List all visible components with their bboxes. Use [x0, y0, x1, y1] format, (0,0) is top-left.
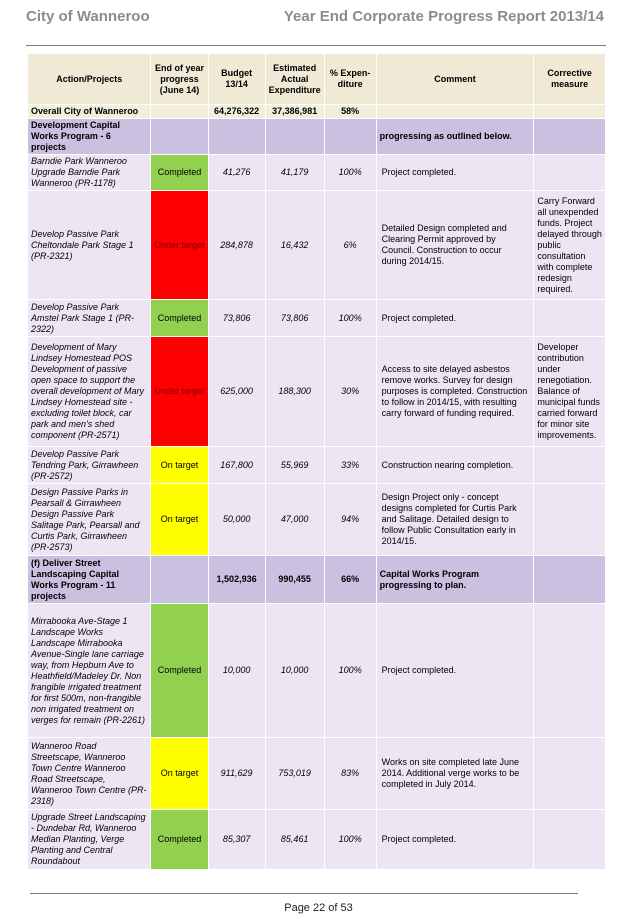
comment-cell: Works on site completed late June 2014. Additional verge works to be completed in July 2014.: [376, 738, 534, 810]
actual-cell: 753,019: [265, 738, 324, 810]
section-pct: 66%: [324, 556, 376, 604]
measure-cell: Developer contribution under renegotiation. Balance of municipal funds carried forward for minor site improvements.: [534, 337, 606, 447]
col-action: Action/Projects: [28, 54, 151, 105]
overall-row: [28, 105, 606, 119]
overall-label: Overall City of Wanneroo: [28, 105, 151, 119]
overall-pct: 58%: [324, 105, 376, 119]
status-badge: Completed: [151, 155, 208, 191]
section-name: (f) Deliver Street Landscaping Capital Works Program - 11 projects: [28, 556, 151, 604]
actual-cell: 16,432: [265, 191, 324, 300]
section-comment: Capital Works Program progressing to plan.: [376, 556, 534, 604]
table-row: [28, 300, 606, 337]
comment-cell: Project completed.: [376, 810, 534, 870]
section-actual: 990,455: [265, 556, 324, 604]
actual-cell: 41,179: [265, 155, 324, 191]
table-row: [28, 337, 606, 447]
overall-budget: 64,276,322: [208, 105, 265, 119]
pct-cell: 30%: [324, 337, 376, 447]
project-name: Development of Mary Lindsey Homestead POS Development of passive open space to support the overall development of Mary Lindsey Homestead site - excluding toilet block, car park and men's shed component (PR-2571): [28, 337, 151, 447]
budget-cell: 284,878: [208, 191, 265, 300]
col-progress: End of year progress (June 14): [151, 54, 208, 105]
status-badge: On target: [151, 738, 208, 810]
budget-cell: 85,307: [208, 810, 265, 870]
table-row: [28, 810, 606, 870]
col-budget: Budget 13/14: [208, 54, 265, 105]
pct-cell: 100%: [324, 300, 376, 337]
measure-cell: [534, 738, 606, 810]
measure-cell: [534, 484, 606, 556]
comment-cell: Design Project only - concept designs completed for Curtis Park and Salitage. Detailed design to follow Public Consultation early in 2014/15.: [376, 484, 534, 556]
org-name: City of Wanneroo: [26, 8, 150, 25]
budget-cell: 911,629: [208, 738, 265, 810]
section-budget: 1,502,936: [208, 556, 265, 604]
status-badge: Under target: [151, 191, 208, 300]
comment-cell: Detailed Design completed and Clearing Permit approved by Council. Construction to occur during 2014/15.: [376, 191, 534, 300]
table-row: [28, 155, 606, 191]
project-name: Upgrade Street Landscaping - Dundebar Rd, Wanneroo Median Planting, Verge Planting and Central Roundabout: [28, 810, 151, 870]
status-badge: Completed: [151, 300, 208, 337]
actual-cell: 55,969: [265, 447, 324, 484]
project-name: Design Passive Parks in Pearsall & Girrawheen Design Passive Park Salitage Park, Pearsall and Curtis Park, Girrawheen (PR-2573): [28, 484, 151, 556]
actual-cell: 47,000: [265, 484, 324, 556]
comment-cell: Project completed.: [376, 300, 534, 337]
pct-cell: 33%: [324, 447, 376, 484]
status-badge: On target: [151, 484, 208, 556]
col-actual: Estimated Actual Expenditure: [265, 54, 324, 105]
pct-cell: 100%: [324, 810, 376, 870]
col-comment: Comment: [376, 54, 534, 105]
page-header: [26, 8, 604, 32]
pct-cell: 6%: [324, 191, 376, 300]
project-name: Barndie Park Wanneroo Upgrade Barndie Park Wanneroo (PR-1178): [28, 155, 151, 191]
budget-cell: 73,806: [208, 300, 265, 337]
project-name: Wanneroo Road Streetscape, Wanneroo Town Centre Wanneroo Road Streetscape, Wanneroo Town Centre (PR-2318): [28, 738, 151, 810]
comment-cell: Project completed.: [376, 604, 534, 738]
page-number: Page 22 of 53: [284, 902, 353, 914]
pct-cell: 83%: [324, 738, 376, 810]
header-rule: [26, 45, 606, 46]
status-badge: Under target: [151, 337, 208, 447]
budget-cell: 167,800: [208, 447, 265, 484]
status-badge: Completed: [151, 810, 208, 870]
table-row: [28, 191, 606, 300]
measure-cell: [534, 155, 606, 191]
progress-table: [27, 53, 606, 870]
actual-cell: 73,806: [265, 300, 324, 337]
section-row: [28, 556, 606, 604]
footer-rule: [30, 893, 578, 894]
budget-cell: 41,276: [208, 155, 265, 191]
project-name: Develop Passive Park Cheltondale Park Stage 1 (PR-2321): [28, 191, 151, 300]
budget-cell: 50,000: [208, 484, 265, 556]
table-row: [28, 447, 606, 484]
budget-cell: 10,000: [208, 604, 265, 738]
report-title: Year End Corporate Progress Report 2013/14: [283, 8, 604, 25]
comment-cell: Project completed.: [376, 155, 534, 191]
comment-cell: Access to site delayed asbestos remove works. Survey for design purposes is completed. Construction to follow in 2014/15, with resulting carry forward of funding required.: [376, 337, 534, 447]
pct-cell: 94%: [324, 484, 376, 556]
measure-cell: [534, 447, 606, 484]
project-name: Develop Passive Park Tendring Park, Girrawheen (PR-2572): [28, 447, 151, 484]
budget-cell: 625,000: [208, 337, 265, 447]
section-row: [28, 119, 606, 155]
project-name: Mirrabooka Ave-Stage 1 Landscape Works Landscape Mirrabooka Avenue-Single lane carriage way, from Hepburn Ave to Heathfield/Madeley Dr. Non frangible irrigated treatment for first 500m, non-frangible non irrigated treatment on verges for remain (PR-2261): [28, 604, 151, 738]
actual-cell: 10,000: [265, 604, 324, 738]
pct-cell: 100%: [324, 604, 376, 738]
section-comment: progressing as outlined below.: [376, 119, 534, 155]
status-badge: On target: [151, 447, 208, 484]
project-name: Develop Passive Park Amstel Park Stage 1 (PR-2322): [28, 300, 151, 337]
col-measure: Corrective measure: [534, 54, 606, 105]
table-row: [28, 604, 606, 738]
measure-cell: [534, 810, 606, 870]
table-row: [28, 738, 606, 810]
table-header-row: [28, 54, 606, 105]
measure-cell: [534, 604, 606, 738]
col-pct: % Expen-diture: [324, 54, 376, 105]
pct-cell: 100%: [324, 155, 376, 191]
overall-actual: 37,386,981: [265, 105, 324, 119]
table-row: [28, 484, 606, 556]
measure-cell: [534, 300, 606, 337]
actual-cell: 85,461: [265, 810, 324, 870]
status-badge: Completed: [151, 604, 208, 738]
comment-cell: Construction nearing completion.: [376, 447, 534, 484]
measure-cell: Carry Forward all unexpended funds. Project delayed through public consultation with complete redesign required.: [534, 191, 606, 300]
actual-cell: 188,300: [265, 337, 324, 447]
section-name: Development Capital Works Program - 6 projects: [28, 119, 151, 155]
